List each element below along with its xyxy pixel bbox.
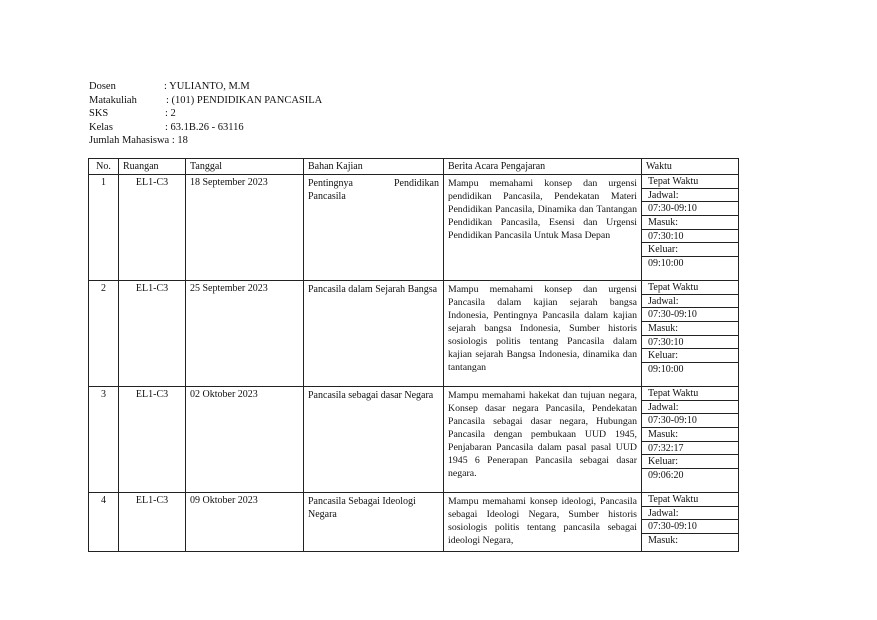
sks-value: : 2 <box>165 108 176 119</box>
cell-ruangan: EL1-C3 <box>119 387 186 493</box>
attendance-table <box>88 158 739 552</box>
table-header-row <box>89 159 739 175</box>
kelas-label: Kelas <box>89 121 113 133</box>
cell-tanggal: 18 September 2023 <box>186 175 304 281</box>
col-header-ruangan: Ruangan <box>119 159 186 175</box>
waktu-masuk-label: Masuk: <box>642 216 738 230</box>
cell-waktu <box>642 175 739 281</box>
cell-bahan-kajian: Pancasila dalam Sejarah Bangsa <box>304 281 444 387</box>
cell-tanggal: 25 September 2023 <box>186 281 304 387</box>
matakuliah-value: : (101) PENDIDIKAN PANCASILA <box>166 94 323 106</box>
cell-berita-acara: Mampu memahami hakekat dan tujuan negara, Konsep dasar negara Pancasila, Pendekatan Pancasila sebagai dasar negara, Hubungan Pancasila dengan pembukaan UUD 1945, Penjabaran Pancasila dalam pasal pasal UUD 1945 6 Penerapan Pancasila sebagai dasar negara. <box>444 387 642 493</box>
col-header-waktu: Waktu <box>642 159 739 175</box>
waktu-keluar-value: 09:10:00 <box>648 364 684 376</box>
waktu-masuk-value: 07:30:10 <box>642 336 738 350</box>
table-row <box>89 175 739 281</box>
matakuliah-label: Matakuliah <box>89 94 137 106</box>
waktu-status: Tepat Waktu <box>642 493 738 507</box>
cell-no: 4 <box>89 493 119 552</box>
col-header-berita-acara: Berita Acara Pengajaran <box>444 159 642 175</box>
waktu-status: Tepat Waktu <box>642 281 738 295</box>
waktu-keluar-value: 09:10:00 <box>648 258 684 270</box>
waktu-status: Tepat Waktu <box>642 387 738 401</box>
cell-waktu <box>642 387 739 493</box>
waktu-status: Tepat Waktu <box>642 175 738 189</box>
col-header-no: No. <box>89 159 119 175</box>
waktu-masuk-label: Masuk: <box>642 428 738 442</box>
waktu-jadwal-label: Jadwal: <box>642 295 738 309</box>
cell-berita-acara: Mampu memahami konsep dan urgensi Pancasila dalam kajian sejarah bangsa Indonesia, Pentingnya Pancasila dalam kajian sejarah bangsa Indonesia, Sumber historis sosiologis politis tentang Pancasila dalam kajian sejarah Bangsa Indonesia, dinamika dan tantangan <box>444 281 642 387</box>
cell-waktu <box>642 281 739 387</box>
cell-bahan-kajian: Pancasila sebagai dasar Negara <box>304 387 444 493</box>
cell-no: 2 <box>89 281 119 387</box>
dosen-label: Dosen <box>89 81 116 92</box>
waktu-masuk-value: 07:30:10 <box>642 230 738 244</box>
cell-ruangan: EL1-C3 <box>119 281 186 387</box>
waktu-keluar-value: 09:06:20 <box>648 470 684 482</box>
cell-waktu <box>642 493 739 552</box>
table-row <box>89 493 739 552</box>
waktu-jadwal-label: Jadwal: <box>642 507 738 521</box>
sks-label: SKS <box>89 108 109 119</box>
waktu-jadwal-value: 07:30-09:10 <box>642 202 738 216</box>
cell-berita-acara: Mampu memahami konsep ideologi, Pancasila sebagai Ideologi Negara, Sumber historis sosiologis politis tentang pancasila sebagai ideologi Negara, <box>444 493 642 552</box>
waktu-jadwal-value: 07:30-09:10 <box>642 414 738 428</box>
col-header-bahan-kajian: Bahan Kajian <box>304 159 444 175</box>
cell-tanggal: 09 Oktober 2023 <box>186 493 304 552</box>
waktu-keluar-label: Keluar: <box>642 349 738 363</box>
cell-berita-acara: Mampu memahami konsep dan urgensi pendidikan Pancasila, Pendekatan Materi Pendidikan Pancasila, Dinamika dan Tantangan Pendidikan Pancasila, Esensi dan Urgensi Pendidikan Pancasila Untuk Masa Depan <box>444 175 642 281</box>
table-row <box>89 281 739 387</box>
cell-ruangan: EL1-C3 <box>119 493 186 552</box>
dosen-value: : YULIANTO, M.M <box>164 81 250 92</box>
kelas-value: : 63.1B.26 - 63116 <box>165 121 244 133</box>
table-row <box>89 387 739 493</box>
jumlah-mahasiswa: Jumlah Mahasiswa : 18 <box>89 135 188 146</box>
waktu-masuk-value: 07:32:17 <box>642 442 738 456</box>
cell-ruangan: EL1-C3 <box>119 175 186 281</box>
waktu-jadwal-label: Jadwal: <box>642 189 738 203</box>
waktu-keluar-label: Keluar: <box>642 243 738 257</box>
waktu-masuk-label: Masuk: <box>642 322 738 336</box>
cell-bahan-kajian: Pancasila Sebagai Ideologi Negara <box>304 493 444 552</box>
waktu-masuk-label: Masuk: <box>648 535 678 547</box>
cell-no: 1 <box>89 175 119 281</box>
waktu-keluar-label: Keluar: <box>642 455 738 469</box>
cell-tanggal: 02 Oktober 2023 <box>186 387 304 493</box>
waktu-jadwal-value: 07:30-09:10 <box>642 308 738 322</box>
col-header-tanggal: Tanggal <box>186 159 304 175</box>
waktu-jadwal-label: Jadwal: <box>642 401 738 415</box>
waktu-jadwal-value: 07:30-09:10 <box>642 520 738 534</box>
cell-bahan-kajian: Pentingnya Pendidikan Pancasila <box>304 175 444 281</box>
cell-no: 3 <box>89 387 119 493</box>
